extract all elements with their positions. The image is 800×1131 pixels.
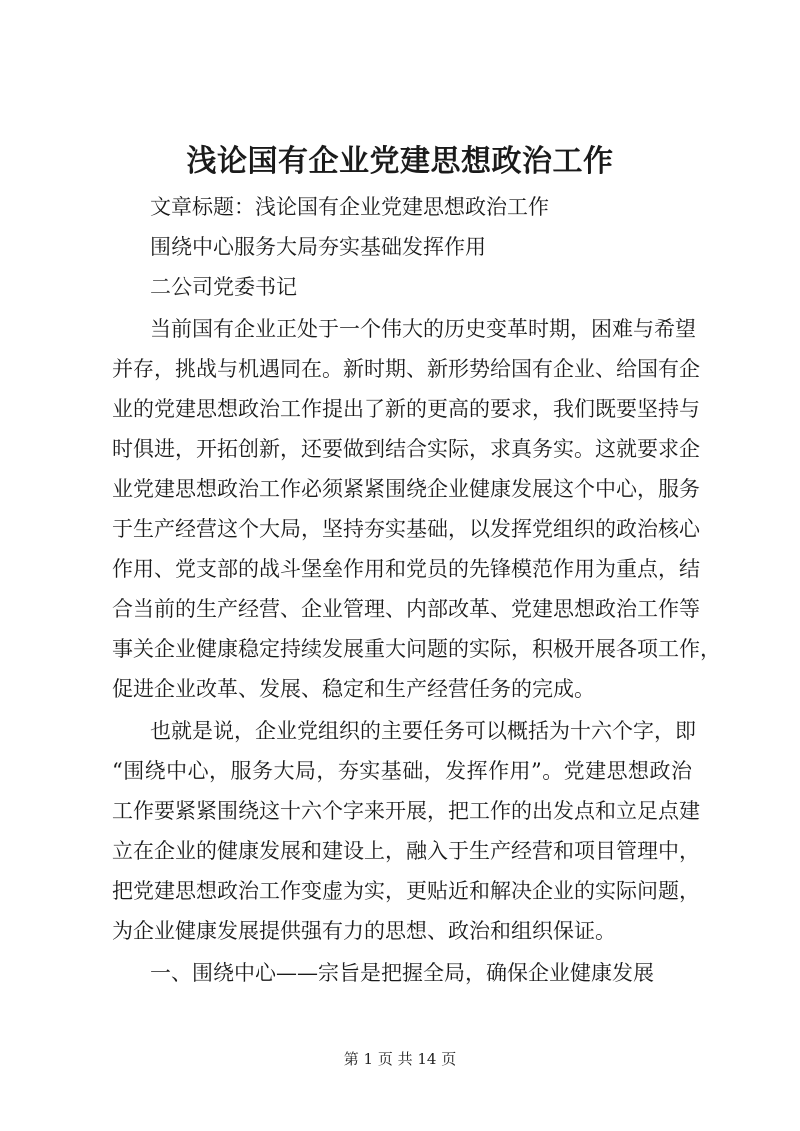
article-title-line: 文章标题：浅论国有企业党建思想政治工作 [150,195,549,219]
page-indicator: 第 1 页 共 14 页 [343,1050,457,1068]
author-line: 二公司党委书记 [150,275,297,299]
paragraph-1-line: 业党建思想政治工作必须紧紧围绕企业健康发展这个中心，服务 [112,477,700,501]
paragraph-1-line: 作用、党支部的战斗堡垒作用和党员的先锋模范作用为重点，结 [112,557,700,581]
paragraph-1-line: 事关企业健康稳定持续发展重大问题的实际，积极开展各项工作， [112,637,721,661]
paragraph-2-line: 把党建思想政治工作变虚为实，更贴近和解决企业的实际问题， [112,879,700,903]
document-title: 浅论国有企业党建思想政治工作 [186,144,614,179]
paragraph-2-line: 也就是说，企业党组织的主要任务可以概括为十六个字，即 [150,719,696,743]
paragraph-1-line: 时俱进，开拓创新，还要做到结合实际，求真务实。这就要求企 [112,437,700,461]
paragraph-2-line: 立在企业的健康发展和建设上，融入于生产经营和项目管理中， [112,839,700,863]
paragraph-1-line: 并存，挑战与机遇同在。新时期、新形势给国有企业、给国有企 [112,357,700,381]
paragraph-1-line: 于生产经营这个大局，坚持夯实基础，以发挥党组织的政治核心 [112,517,700,541]
paragraph-2-line: “围绕中心，服务大局，夯实基础，发挥作用”。党建思想政治 [112,759,692,783]
section-heading: 一、围绕中心——宗旨是把握全局，确保企业健康发展 [150,961,654,985]
paragraph-2-line: 工作要紧紧围绕这十六个字来开展，把工作的出发点和立足点建 [112,799,700,823]
paragraph-1-line: 当前国有企业正处于一个伟大的历史变革时期，困难与希望 [150,317,696,341]
paragraph-2-line: 为企业健康发展提供强有力的思想、政治和组织保证。 [112,919,616,943]
subtitle-line: 围绕中心服务大局夯实基础发挥作用 [150,235,486,259]
paragraph-1-line: 促进企业改革、发展、稳定和生产经营任务的完成。 [112,677,595,701]
paragraph-1-line: 合当前的生产经营、企业管理、内部改革、党建思想政治工作等 [112,597,700,621]
paragraph-1-line: 业的党建思想政治工作提出了新的更高的要求，我们既要坚持与 [112,397,700,421]
